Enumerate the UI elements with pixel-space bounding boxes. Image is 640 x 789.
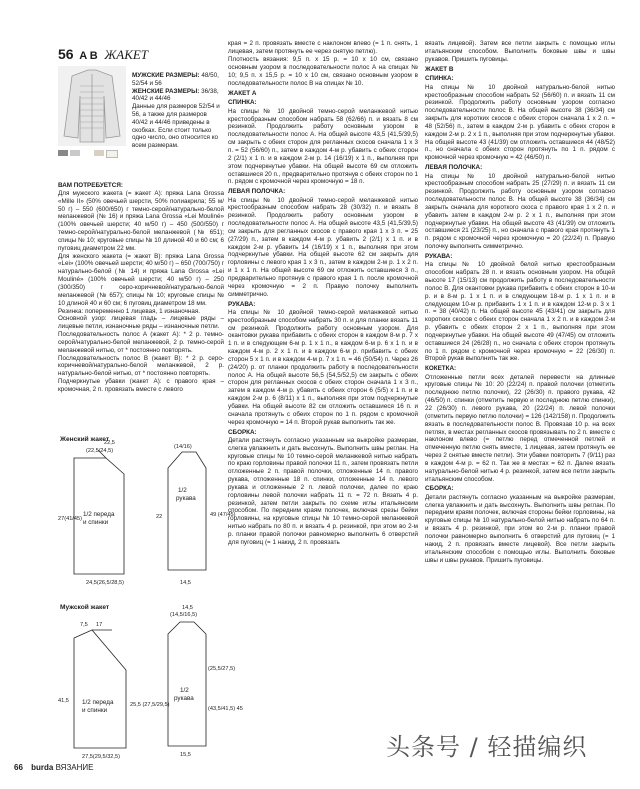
men-sizes-value: 48/50, 52/54 и 56 <box>132 72 219 87</box>
m-collar2-measure: 17 <box>96 622 103 628</box>
sleeve-label-2: рукава <box>176 495 196 502</box>
section-heading: ЖАКЕТ В <box>425 65 454 73</box>
watermark-text: 头条号 / 轻描编织 <box>386 733 588 761</box>
page-footer <box>14 763 94 772</box>
w-sleeve-height: 49 (47/45) <box>210 512 236 518</box>
men-sizes-label: МУЖСКИЕ РАЗМЕРЫ: <box>132 72 200 79</box>
sleeve-label: 1/2 <box>180 687 189 694</box>
m-left-measure: 41,5 <box>58 698 69 704</box>
men-diagram-title: Мужской жакет <box>60 604 110 611</box>
w-top-measure: (22,5/24,5) <box>86 448 114 454</box>
instruction-paragraph: Отложенные петли всех деталей перевести на длинные круговые спицы № 10: 20 (22/24) п. правой полочки (отметить последнюю петлю полочки), 22 (26/30) п. правого рукава, 42 (46/50) п. спинки (отметить первую и последнюю петлю спинки), 22 (26/30) п. левого рукава, 20 (22/24) п. левой полочки (отметить первую петлю полочки) = 126 (142/158) п. Продолжить вязать в последовательности полос В. Провязав 10 р. на всех петлях, в местах регланных скосов провязывать по 2 п. вместе с наклоном влево (= петлю перед отмеченной петлей и отмеченную петлю снять вместе, 1 лицевая, затем протянуть ее через 2 снятые вместе петли). Эти убавки повторить 7 (9/11) раз в каждом 4-м р. = 62 п. Так же в местах = 62 п. Далее вязать натурально-белой нитью 4 р. резинкой, затем все петли закрыть итальянским способом. <box>425 373 615 483</box>
sizes-note: Данные для размеров 52/54 и 56, а также для размеров 40/42 и 44/46 приведены в скобках. Если стоит только одно число, оно относится ко всем размерам. <box>132 103 220 150</box>
materials-paragraph: Основной узор: лицевая гладь – лицевые ряды – лицевые петли, изнаночные ряды – изнаночные петли. <box>58 315 224 331</box>
instructions-column-2 <box>228 40 418 547</box>
section-heading: ЛЕВАЯ ПОЛОЧКА: <box>425 164 483 172</box>
materials-paragraph: Последовательность полос В (жакет В): * 2 р. серо-коричневой/натурально-белой меланжевой, 2 р. натурально-белой нитью, от * постоянно повторять. <box>58 354 224 378</box>
materials-block <box>58 182 224 394</box>
body-label: 1/2 переда <box>83 511 115 518</box>
instructions-column-3 <box>425 40 615 565</box>
women-sizes-value: 36/38, 40/42 и 44/46 <box>132 87 219 103</box>
women-diagram-title: Женский жакет <box>60 436 110 443</box>
page-number: 66 <box>14 763 23 772</box>
instruction-paragraph: На спицы № 10 двойной натурально-белой нитью крестообразным способом набрать 52 (56/60) п. и вязать 11 см резинкой. Продолжить работу основным узором согласно последовательности полос В. На общей высоте 38 (36/34) см закрыть для коротких скосов с обеих сторон сначала 1 х 2 п. = 48 (52/56) п., затем в каждом 2-м р. убавить с обеих сторон в каждом 2-м р. 2 х 1 п., выполняя при этом подчеркнутые убавки. На общей высоте 43 (41/39) см отложить оставшиеся 44 (48/52) п., но сначала с обеих сторон протянуть по 1 п. рядом с кромочной через кромочную = 42 (46/50) п. <box>425 83 615 162</box>
materials-paragraph: Для женского жакета (= жакет В): пряжа Lana Grossa «Lei» (100% овечьей шерсти; 40 м/50 г) – 650 (700/750) г натурально-белой (№ 14) и пряжа Lana Grossa «Lei Mouliné» (100% овечьей шерсти; 40 м/50 г) – 250 (300/350) г серо-коричневой/натурально-белой меланжевой (№ 657); спицы № 10; круговые спицы № 10 длиной 40 и 60 см; 6 пуговиц диаметром 18 мм. <box>58 252 224 307</box>
women-sizes-label: ЖЕНСКИЕ РАЗМЕРЫ: <box>132 87 200 95</box>
m-sleeve-height: (43,5/41,5) 45 <box>208 706 243 712</box>
instruction-paragraph: края = 2 п. провязать вместе с наклоном влево (= 1 п. снять, 1 лицевая, затем протянуть ее через снятую петлю). <box>228 40 418 55</box>
w-bottom-measure: 24,5(26,5/28,5) <box>86 580 124 586</box>
instruction-paragraph: На спицы № 10 двойной темно-серой меланжевой нитью крестообразным способом набрать 58 (62/66) п. и вязать 8 см резинкой. Продолжить работу основным узором в последовательности полос А. На общей высоте 43,5 (41,5/39,5) см закрыть с обеих сторон для регланных скосов сначала 1 х 3 п. = 52 (56/60) п., затем в каждом 4-м р. убавить с обеих сторон 2 (2/1) х 1 п. и в каждом 2-м р. 14 (16/19) х 1 п., выполняя при этом подчеркнутые убавки. На общей высоте 69 см отложить оставшиеся 20 п., предварительно протянув с обеих сторон по 1 п. рядом с кромочной через кромочную = 18 п. <box>228 107 418 186</box>
body-label-2: и спинки <box>82 707 108 714</box>
m-top-measure: (14,5/16,5) <box>170 612 198 618</box>
w-side-measure: 27(41/45) <box>58 516 82 522</box>
jacket-thumbnail <box>58 66 126 146</box>
instruction-paragraph: На спицы № 10 двойной темно-серой меланжевой нитью крестообразным способом набрать 30 п. и для планки вязать 11 см резинкой. Продолжить работу основным узором. Для окантовки рукава прибавить с обеих сторон в каждом 8-м р. 7 х 1 п. и в следующем 6-м р. 1 х 1 п., в каждом 6-м р. 6 х 1 п. и в каждом 4-м р. 2 х 1 п. и в каждом 6-м р. прибавить с обеих сторон 5 х 1 п. и в каждом 4-м р. 7 х 1 п. = 46 (50/54) п. Через 26 (24/20) р. от планки продолжить работу в последовательности полос А. На общей высоте 56,5 (54,5/52,5) см закрыть с обеих сторон для регланных скосов с обеих сторон сначала 1 х 3 п., затем в каждом 4-м р. убавить с обеих сторон 6 (5/5) х 1 п. и в каждом 2-м р. 6 (8/11) х 1 п., выполняя при этом подчеркнутые убавки. На общей высоте 82 см отложить оставшиеся 16 п. и сначала протянуть с обеих сторон по 1 п. рядом с кромочной через кромочную = 14 п. Второй рукав выполнить так же. <box>228 308 418 426</box>
instruction-paragraph: Детали растянуть согласно указанным на выкройке размерам, слегка увлажнить и дать высохнуть. Выполнить швы реглан. На круговые спицы № 10 темно-серой меланжевой нитью набрать по краю горловины правой полочки 11 п., затем провязать петли отложенные 2 п. правой полочки, отложенные 14 п. правого рукава, отложенные 18 п. спинки, отложенные 14 п. левого рукава и отложенные 2 п. левой полочки, далее по краю горловины левой полочки набрать 11 п. = 72 п. Вязать 4 р. резинкой, затем петли закрыть по схеме иглы итальянским способом. По передним краям полочек, включая срезы бейки горловины, на круговые спицы № 10 темно-серой меланжевой нитью набрать по 80 п. и вязать 4 р. резинкой, при этом во 2-м р. планки правой полочки равномерно выполнить 6 отверстий для пуговиц (= 1 накид, 2 п. провязать <box>228 436 418 546</box>
brand-name: burda <box>31 763 54 772</box>
body-label-2: и спинки <box>83 519 109 526</box>
yarn-swatch-1 <box>58 150 68 156</box>
section-heading: РУКАВА: <box>228 300 256 308</box>
instruction-paragraph: На спицы № 10 двойной темно-серой меланжевой нитью крестообразным способом набрать 28 (30/32) п. и вязать 8 резинкой. Продолжить работу основным узором в последовательности полос А. На общей высоте 43,5 (41,5/39,5) см закрыть для регланных скосов с правого края 1 х 3 п. = 25 (27/29) п., затем в каждом 4-м р. убавить 2 (2/1) х 1 п. и в каждом 2-м р. убавить 14 (16/19) х 1 п., выполняя при этом подчеркнутые убавки. На общей высоте 62 см закрыть для горловины с левого края 1 х 3 п., затем в каждом 2-м р. 1 х 2 п. и 1 х 1 п. На общей высоте 69 см отложить оставшиеся 3 п., предварительно протянув с правого края 1 п. после кромочной через кромочную = 2 п. Правую полочку выполнить симметрично. <box>228 196 418 298</box>
instruction-paragraph: На спицы № 10 двойной натурально-белой нитью крестообразным способом набрать 25 (27/29) п. и вязать 11 см резинкой. Продолжить работу основным узором согласно последовательности полос В. На общей высоте 38 (36/34) см закрыть сначала для короткого скоса с правого края 1 х 2 п. и убавить затем в каждом 2-м р. 2 х 1 п., выполняя при этом подчеркнутые убавки. На общей высоте 43 (41/39) см отложить оставшиеся 21 (23/25) п., но сначала с правого края протянуть 1 п. рядом с кромочной через кромочную = 20 (22/24) п. Правую полочку выполнить симметрично. <box>425 172 615 251</box>
w-sleeve-bottom: 14,5 <box>180 580 191 586</box>
instruction-paragraph: Плотность вязания: 9,5 п. х 15 р. = 10 х 10 см, связано основным узором в последовательности полос А на спицах № 10; 9,5 п. х 15,5 р. = 10 х 10 см, связано основным узором в последовательности полос В на спицах № 10. <box>228 56 418 87</box>
section-heading: ЖАКЕТ А <box>228 89 257 97</box>
m-collar-measure: 7,5 <box>80 622 88 628</box>
sleeve-label: 1/2 <box>178 487 187 494</box>
pattern-letter: A B <box>79 50 98 62</box>
section-heading: СПИНКА: <box>425 75 454 83</box>
women-pattern-diagram <box>56 440 236 590</box>
m-top2-measure: 14,5 <box>182 605 193 611</box>
m-side-measure: 25,5 (27,5/29,5) <box>130 702 170 708</box>
section-heading: СБОРКА: <box>425 485 454 493</box>
w-sleeve-top-measure: (14/16) <box>174 444 192 450</box>
section-heading: РУКАВА: <box>425 252 453 260</box>
materials-heading: ВАМ ПОТРЕБУЕТСЯ: <box>58 182 123 189</box>
pattern-name: ЖАКЕТ <box>104 47 149 62</box>
materials-paragraph: Подчеркнутые убавки (жакет А): с правого края – кромочная, 2 п. провязать вместе с левого <box>58 378 224 393</box>
yarn-swatch-2 <box>70 150 80 156</box>
sleeve-label-2: рукава <box>174 695 194 702</box>
yarn-swatch-4 <box>106 150 118 158</box>
instruction-paragraph: Детали растянуть согласно указанным на выкройке размерам, слегка увлажнить и дать высохнуть. Выполнить швы реглан. По передним краям полочек, включая стороны бейки горловины, на круговые спицы № 10 натурально-белой нитью набрать по 64 п. и вязать 4 р. резинкой, при этом во 2-м р. планки правой полочки равномерно выполнить 6 отверстий для пуговиц (= 1 накид, 2 п. провязать вместе лицевой). Все петли закрыть итальянским способом с помощью иглы. Выполнить боковые швы и швы рукавов. Пришить пуговицы. <box>425 493 615 564</box>
w-sleeve-width: 22 <box>156 514 163 520</box>
section-heading: КОКЕТКА: <box>425 365 457 373</box>
m-sleeve-top-measure: (25,5/27,5) <box>208 666 236 672</box>
body-label: 1/2 переда <box>82 699 114 706</box>
section-heading: СБОРКА: <box>228 428 257 436</box>
materials-paragraph: Резинка: попеременно 1 лицевая, 1 изнаночная. <box>58 307 200 315</box>
instruction-paragraph: На спицы № 10 двойной белой нитью крестообразным способом набрать 28 п. и вязать основным узором. На общей высоте 17 (15/13) см продолжить работу в последовательности полос В. Для окантовки рукава прибавить с обеих сторон в 10-м р. и в 8-м р. 1 х 1 п. и в следующем 18-м р. 1 х 1 п. и в следующем 10-м р. прибавить 1 х 1 п. и в каждом 12-м р. 3 х 1 п. = 38 (40/42) п. На общей высоте 45 (43/41) см закрыть для коротких скосов с обеих сторон сначала 1 х 2 п. и в каждом 2-м р. убавить с обеих сторон 2 х 1 п., выполняя при этом подчеркнутые убавки. На общей высоте 49 (47/45) см отложить оставшиеся 24 (26/28) п., но сначала с обеих сторон протянуть по 1 п. рядом с кромочной через кромочную = 22 (26/30) п. Второй рукав выполнить так же. <box>425 261 615 363</box>
brand-subtitle: ВЯЗАНИЕ <box>55 763 94 772</box>
m-bottom-measure: 27,5(29,5/32,5) <box>82 754 120 760</box>
section-heading: СПИНКА: <box>228 99 257 107</box>
pattern-number: 56 <box>58 46 74 62</box>
section-heading: ЛЕВАЯ ПОЛОЧКА: <box>228 188 286 196</box>
yarn-swatch-3 <box>94 150 104 156</box>
materials-paragraph: Для мужского жакета (= жакет А): пряжа Lana Grossa «Mille II» (50% овечьей шерсти, 50% полиакрила; 55 м/ 50 г) – 550 (600/650) г темно-серой/натурально-белой меланжевой (№ 16) и пряжа Lana Grossa «Lei Mouliné» (100% овечьей шерсти; 40 м/50 г) – 450 (500/550) г темно-серой/натурально-белой меланжевой (№ 651); спицы № 10; круговые спицы № 10 длиной 40 и 60 см; 6 пуговиц диаметром 22 мм. <box>58 189 224 252</box>
sizes-block <box>132 72 224 150</box>
m-sleeve-bottom: 15,5 <box>180 752 191 758</box>
w-top2-measure: 22,5 <box>104 440 115 446</box>
instruction-paragraph: вязать лицевой). Затем все петли закрыть с помощью иглы итальянским способом. Выполнить боковые швы и швы рукавов. Пришить пуговицы. <box>425 40 615 63</box>
materials-paragraph: Последовательность полос А (жакет А): * 2 р. темно-серой/натурально-белой меланжевой, 2 р. темно-серой меланжевой нитью, от * постоянно повторять. <box>58 331 224 354</box>
pattern-title <box>58 46 148 63</box>
